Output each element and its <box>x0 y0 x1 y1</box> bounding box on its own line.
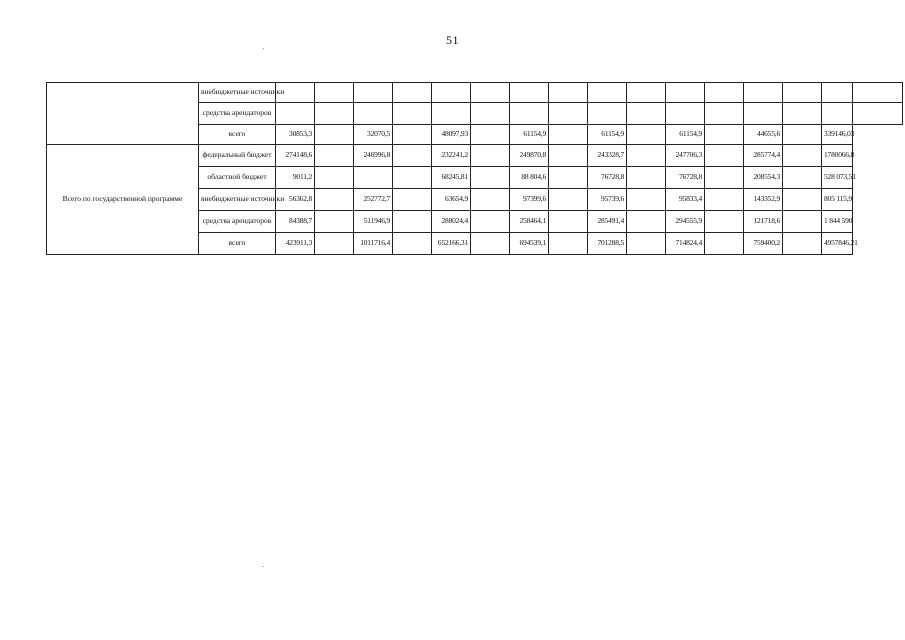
source-label: средства арендаторов <box>199 103 276 125</box>
budget-table <box>46 82 903 255</box>
scan-speck <box>263 48 264 49</box>
page-number: 51 <box>446 33 459 47</box>
value-cell: 511946,9 <box>354 211 393 233</box>
value-cell: 61154,9 <box>510 125 549 145</box>
value-cell: 243328,7 <box>588 145 627 167</box>
value-cell: 294555,9 <box>666 211 705 233</box>
value-cell: 652166,31 <box>432 233 471 255</box>
scan-speck <box>263 566 264 567</box>
value-cell: 258464,1 <box>510 211 549 233</box>
value-cell: 76728,8 <box>588 167 627 189</box>
value-cell: 247706,3 <box>666 145 705 167</box>
value-cell: 208554,3 <box>744 167 783 189</box>
value-cell: 56362,8 <box>276 189 315 211</box>
source-label: всего <box>199 125 276 145</box>
value-cell: 714824,4 <box>666 233 705 255</box>
source-label: внебюджетные источники <box>199 83 276 103</box>
value-cell: 63654,9 <box>432 189 471 211</box>
group-cell-empty <box>47 83 199 145</box>
value-cell: 759400,2 <box>744 233 783 255</box>
value-cell: 61154,9 <box>666 125 705 145</box>
value-cell: 97399,6 <box>510 189 549 211</box>
value-cell: 249870,8 <box>510 145 549 167</box>
value-cell: 232241,2 <box>432 145 471 167</box>
value-cell: 423911,3 <box>276 233 315 255</box>
value-cell: 32070,5 <box>354 125 393 145</box>
value-cell: 285774,4 <box>744 145 783 167</box>
value-cell: 246996,8 <box>354 145 393 167</box>
value-cell: 68245,81 <box>432 167 471 189</box>
value-cell: 288024,4 <box>432 211 471 233</box>
value-cell: 9011,2 <box>276 167 315 189</box>
value-cell: 44655,6 <box>744 125 783 145</box>
value-cell: 95833,4 <box>666 189 705 211</box>
source-label: федеральный бюджет <box>199 145 276 167</box>
value-cell: 274148,6 <box>276 145 315 167</box>
value-cell: 701288,5 <box>588 233 627 255</box>
value-cell: 252772,7 <box>354 189 393 211</box>
value-cell: 48097,93 <box>432 125 471 145</box>
value-cell: 1 844 590 <box>822 211 853 233</box>
value-cell: 76728,8 <box>666 167 705 189</box>
value-cell: 121718,6 <box>744 211 783 233</box>
program-total-label: Всего по государственной программе <box>47 145 199 255</box>
source-label: всего <box>199 233 276 255</box>
value-cell <box>354 167 393 189</box>
value-cell: 339146,03 <box>822 125 853 145</box>
value-cell: 88 804,6 <box>510 167 549 189</box>
table-row <box>47 83 903 103</box>
source-label: внебюджетные источники <box>199 189 276 211</box>
value-cell: 528 073,51 <box>822 167 853 189</box>
value-cell: 30853,3 <box>276 125 315 145</box>
source-label: средства арендаторов <box>199 211 276 233</box>
table-row <box>47 145 903 167</box>
value-cell: 1011716,4 <box>354 233 393 255</box>
value-cell: 143352,9 <box>744 189 783 211</box>
value-cell: 61154,9 <box>588 125 627 145</box>
value-cell: 285491,4 <box>588 211 627 233</box>
value-cell: 4957846,21 <box>822 233 853 255</box>
value-cell: 694539,1 <box>510 233 549 255</box>
value-cell: 95739,6 <box>588 189 627 211</box>
source-label: областной бюджет <box>199 167 276 189</box>
value-cell: 84388,7 <box>276 211 315 233</box>
value-cell: 1780066,8 <box>822 145 853 167</box>
value-cell: 805 115,9 <box>822 189 853 211</box>
